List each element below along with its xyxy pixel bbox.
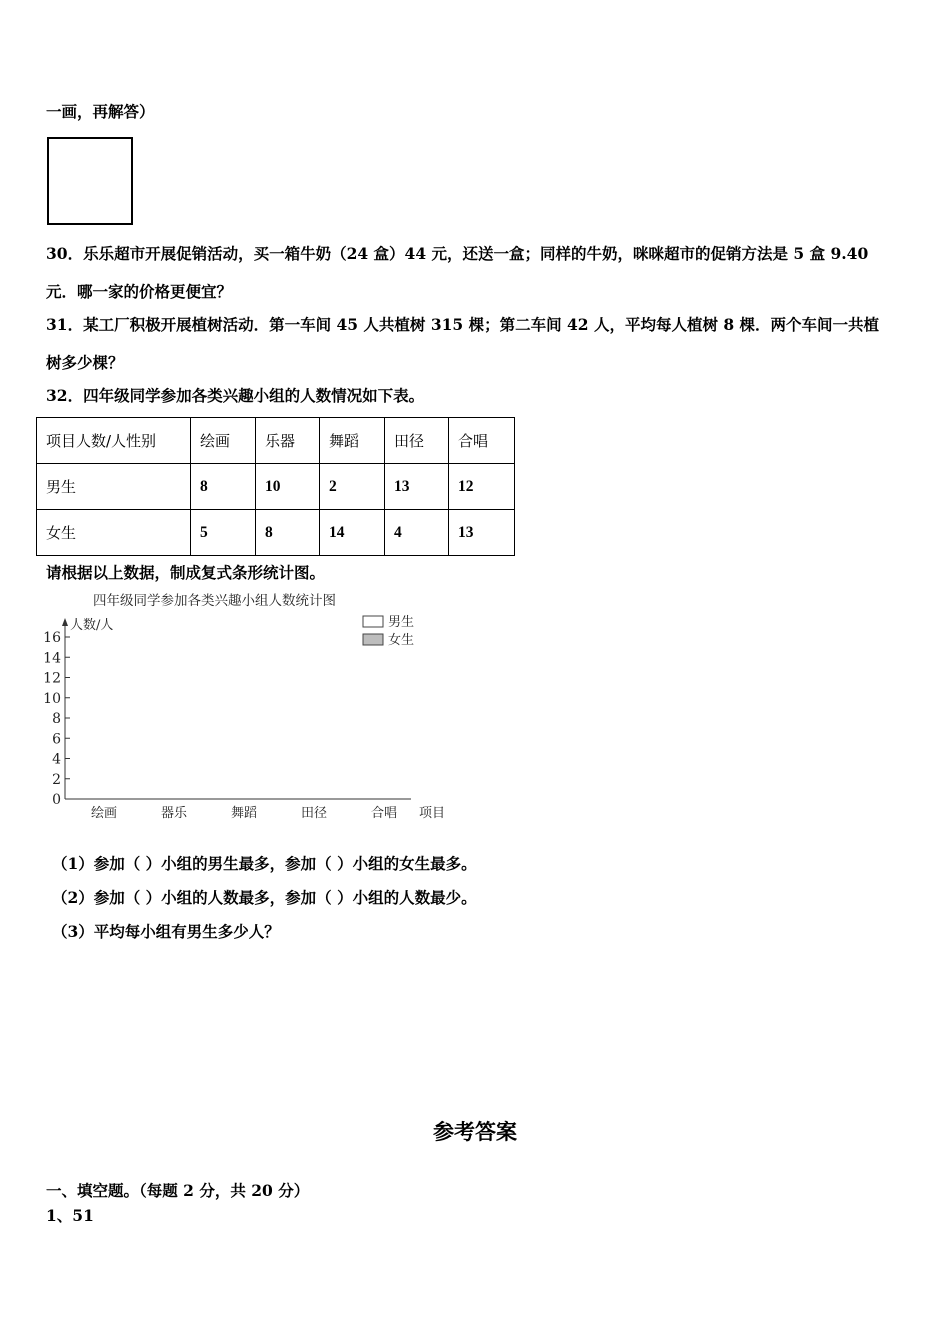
table-cell: 男生 [37, 464, 191, 510]
continued-text: 一画，再解答） [46, 102, 155, 121]
table-cell: 14 [320, 510, 385, 556]
question-31-line2: 树多少棵？ [46, 353, 124, 372]
drawing-box [47, 137, 133, 225]
question-32: 32．四年级同学参加各类兴趣小组的人数情况如下表。 [46, 386, 425, 405]
table-header-cell: 合唱 [449, 418, 515, 464]
chart-xlabel: 项目 [419, 806, 446, 821]
y-tick-label: 2 [52, 771, 61, 788]
y-tick-label: 4 [52, 751, 61, 768]
table-header-cell: 项目人数/人性别 [37, 418, 191, 464]
table-cell: 女生 [37, 510, 191, 556]
question-30-line1: 30．乐乐超市开展促销活动，买一箱牛奶（24 盒）44 元，还送一盒；同样的牛奶，咪咪超市的促销方法是 5 盒 9.40 [46, 244, 869, 263]
table-row [37, 510, 515, 556]
chart-ylabel: 人数/人 [70, 618, 114, 633]
chart-title: 四年级同学参加各类兴趣小组人数统计图 [93, 593, 336, 609]
table-header-cell: 舞蹈 [320, 418, 385, 464]
section-heading: 一、填空题。（每题 2 分，共 20 分） [46, 1181, 310, 1200]
table-cell: 10 [256, 464, 320, 510]
table-header-cell: 乐器 [256, 418, 320, 464]
question-31-line1: 31．某工厂积极开展植树活动．第一车间 45 人共植树 315 棵；第二车间 42 人，平均每人植树 8 棵．两个车间一共植 [46, 315, 880, 334]
legend-swatch-female [363, 634, 383, 645]
x-category-label: 合唱 [370, 806, 398, 821]
table-cell: 4 [385, 510, 449, 556]
legend-label-male: 男生 [388, 615, 415, 630]
answer-1: 1、51 [46, 1206, 94, 1225]
x-category-label: 舞蹈 [230, 806, 258, 821]
legend-swatch-male [363, 616, 383, 627]
table-cell: 13 [449, 510, 515, 556]
table-header-cell: 田径 [385, 418, 449, 464]
bar-chart [36, 588, 456, 828]
table-cell: 8 [191, 464, 256, 510]
y-tick-label: 12 [43, 670, 61, 687]
chart-instruction: 请根据以上数据，制成复式条形统计图。 [46, 563, 326, 582]
y-tick-label: 10 [43, 690, 61, 707]
table-header-cell: 绘画 [191, 418, 256, 464]
table-cell: 5 [191, 510, 256, 556]
table-cell: 13 [385, 464, 449, 510]
table-cell: 12 [449, 464, 515, 510]
y-tick-label: 16 [43, 630, 61, 646]
sub-question-1: （1）参加（ ）小组的男生最多，参加（ ）小组的女生最多。 [52, 854, 477, 873]
y-tick-label: 8 [52, 711, 61, 727]
y-tick-label: 6 [52, 731, 61, 748]
sub-question-3: （3）平均每小组有男生多少人？ [52, 922, 280, 941]
legend-label-female: 女生 [388, 633, 415, 648]
data-table [36, 417, 515, 556]
table-header-row [37, 418, 515, 464]
x-category-label: 田径 [300, 806, 328, 821]
x-category-label: 器乐 [160, 806, 188, 821]
sub-question-2: （2）参加（ ）小组的人数最多，参加（ ）小组的人数最少。 [52, 888, 477, 907]
table-cell: 2 [320, 464, 385, 510]
question-30-line2: 元．哪一家的价格更便宜？ [46, 282, 233, 301]
answer-title: 参考答案 [433, 1120, 517, 1144]
y-tick-label: 14 [43, 650, 61, 667]
x-category-label: 绘画 [90, 806, 118, 821]
y-axis-arrow [62, 618, 68, 626]
table-cell: 8 [256, 510, 320, 556]
y-tick-label: 0 [52, 792, 61, 808]
table-row [37, 464, 515, 510]
